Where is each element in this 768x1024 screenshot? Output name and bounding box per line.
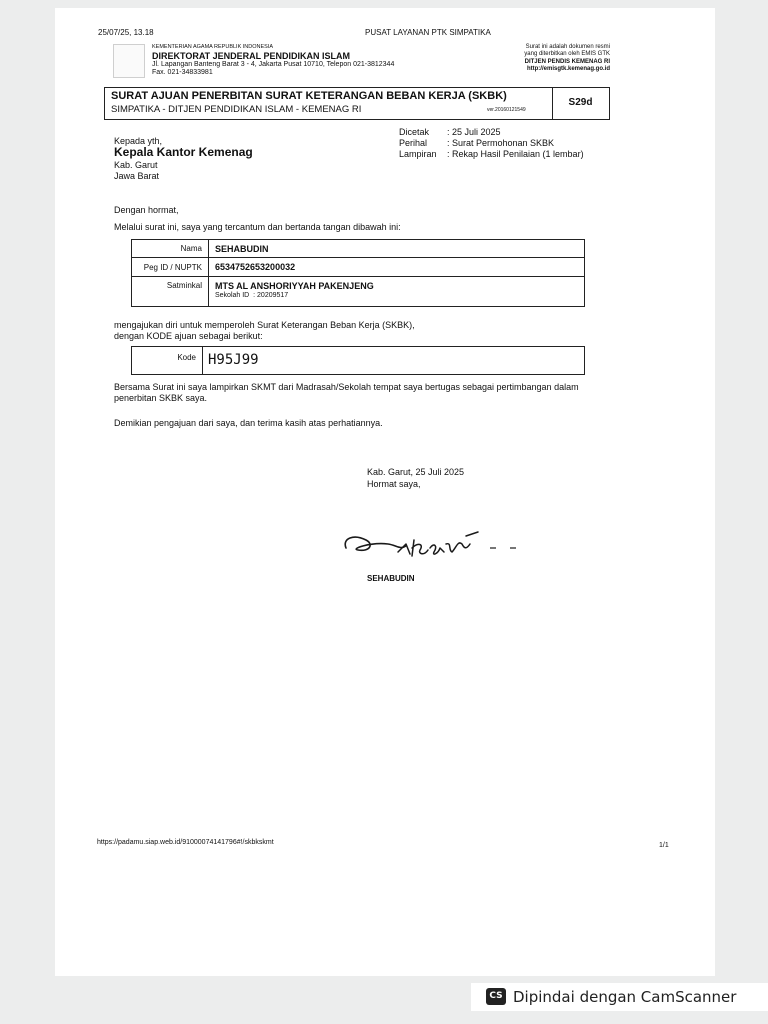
signature-place-date: Kab. Garut, 25 Juli 2025 xyxy=(367,467,465,477)
dicetak-value: : 25 Juli 2025 xyxy=(447,127,501,137)
footer-url: https://padamu.siap.web.id/91000074141796#!/skbkskmt xyxy=(97,839,274,846)
request-text-1: mengajukan diri untuk memperoleh Surat Keterangan Beban Kerja (SKBK), xyxy=(114,320,415,330)
print-datetime: 25/07/25, 13.18 xyxy=(98,28,154,37)
intro-text: Melalui surat ini, saya yang tercantum dan bertanda tangan dibawah ini: xyxy=(114,222,401,232)
recipient-name: Kepala Kantor Kemenag xyxy=(114,145,253,159)
nama-label: Nama xyxy=(132,240,209,258)
page-number: 1/1 xyxy=(659,842,669,849)
sekolah-id-value: : 20209517 xyxy=(253,292,289,299)
dicetak-label: Dicetak xyxy=(399,127,430,137)
note-line: yang diterbitkan oleh EMIS GTK xyxy=(524,51,610,58)
sekolah-id-line xyxy=(215,292,584,299)
camscanner-logo: CS xyxy=(486,988,506,1005)
directorate-name: DIREKTORAT JENDERAL PENDIDIKAN ISLAM xyxy=(152,51,351,61)
note-line: http://emisgtk.kemenag.go.id xyxy=(526,66,610,73)
perihal-value: : Surat Permohonan SKBK xyxy=(447,138,555,148)
signatory-name: SEHABUDIN xyxy=(367,574,415,583)
kode-box xyxy=(131,346,585,375)
satminkal-cell xyxy=(209,277,585,307)
recipient-salutation: Kepada yth, xyxy=(114,136,163,146)
document-version: ver.20160121549 xyxy=(487,107,526,113)
table-row xyxy=(132,240,585,258)
closing-text: Demikian pengajuan dari saya, dan terima kasih atas perhatiannya. xyxy=(114,418,383,428)
pegid-label: Peg ID / NUPTK xyxy=(132,258,209,277)
pegid-value: 6534752653200032 xyxy=(209,258,585,277)
document-title-box xyxy=(104,87,610,120)
kode-value: H95J99 xyxy=(208,352,259,368)
ministry-logo xyxy=(113,44,145,78)
note-line: DITJEN PENDIS KEMENAG RI xyxy=(524,58,610,65)
document-title: SURAT AJUAN PENERBITAN SURAT KETERANGAN BEBAN KERJA (SKBK) xyxy=(111,90,507,102)
print-header-title: PUSAT LAYANAN PTK SIMPATIKA xyxy=(365,28,491,37)
lampiran-value: : Rekap Hasil Penilaian (1 lembar) xyxy=(447,149,584,159)
lampiran-label: Lampiran xyxy=(399,149,437,159)
request-text-2: dengan KODE ajuan sebagai berikut: xyxy=(114,331,263,341)
perihal-label: Perihal xyxy=(399,138,428,148)
camscanner-label: Dipindai dengan CamScanner xyxy=(513,988,737,1006)
table-row xyxy=(132,277,585,307)
note-line: Surat ini adalah dokumen resmi xyxy=(525,44,610,50)
kode-divider xyxy=(202,347,203,374)
signature-regards: Hormat saya, xyxy=(367,479,421,489)
satminkal-label: Satminkal xyxy=(132,277,209,307)
table-row xyxy=(132,258,585,277)
letterhead-note xyxy=(480,44,610,74)
ministry-name: KEMENTERIAN AGAMA REPUBLIK INDONESIA xyxy=(152,44,274,50)
attachment-text-2: penerbitan SKBK saya. xyxy=(114,393,208,403)
document-subtitle: SIMPATIKA - DITJEN PENDIDIKAN ISLAM - KEMENAG RI xyxy=(111,104,362,115)
letterhead-fax: Fax. 021-34833981 xyxy=(152,69,213,76)
satminkal-value: MTS AL ANSHORIYYAH PAKENJENG xyxy=(215,281,374,291)
recipient-province: Jawa Barat xyxy=(114,171,160,181)
recipient-regency: Kab. Garut xyxy=(114,160,158,170)
greeting: Dengan hormat, xyxy=(114,205,179,215)
nama-value: SEHABUDIN xyxy=(209,240,585,258)
form-code: S29d xyxy=(568,97,593,108)
letterhead-address: Jl. Lapangan Banteng Barat 3 - 4, Jakarta Pusat 10710, Telepon 021-3812344 xyxy=(152,61,395,68)
attachment-text-1: Bersama Surat ini saya lampirkan SKMT dari Madrasah/Sekolah tempat saya bertugas sebagai pertimbangan dalam xyxy=(114,382,579,392)
handwritten-signature xyxy=(340,522,530,572)
kode-label: Kode xyxy=(177,353,196,362)
sekolah-id-label: Sekolah ID xyxy=(215,292,250,299)
applicant-info-table xyxy=(131,239,585,307)
